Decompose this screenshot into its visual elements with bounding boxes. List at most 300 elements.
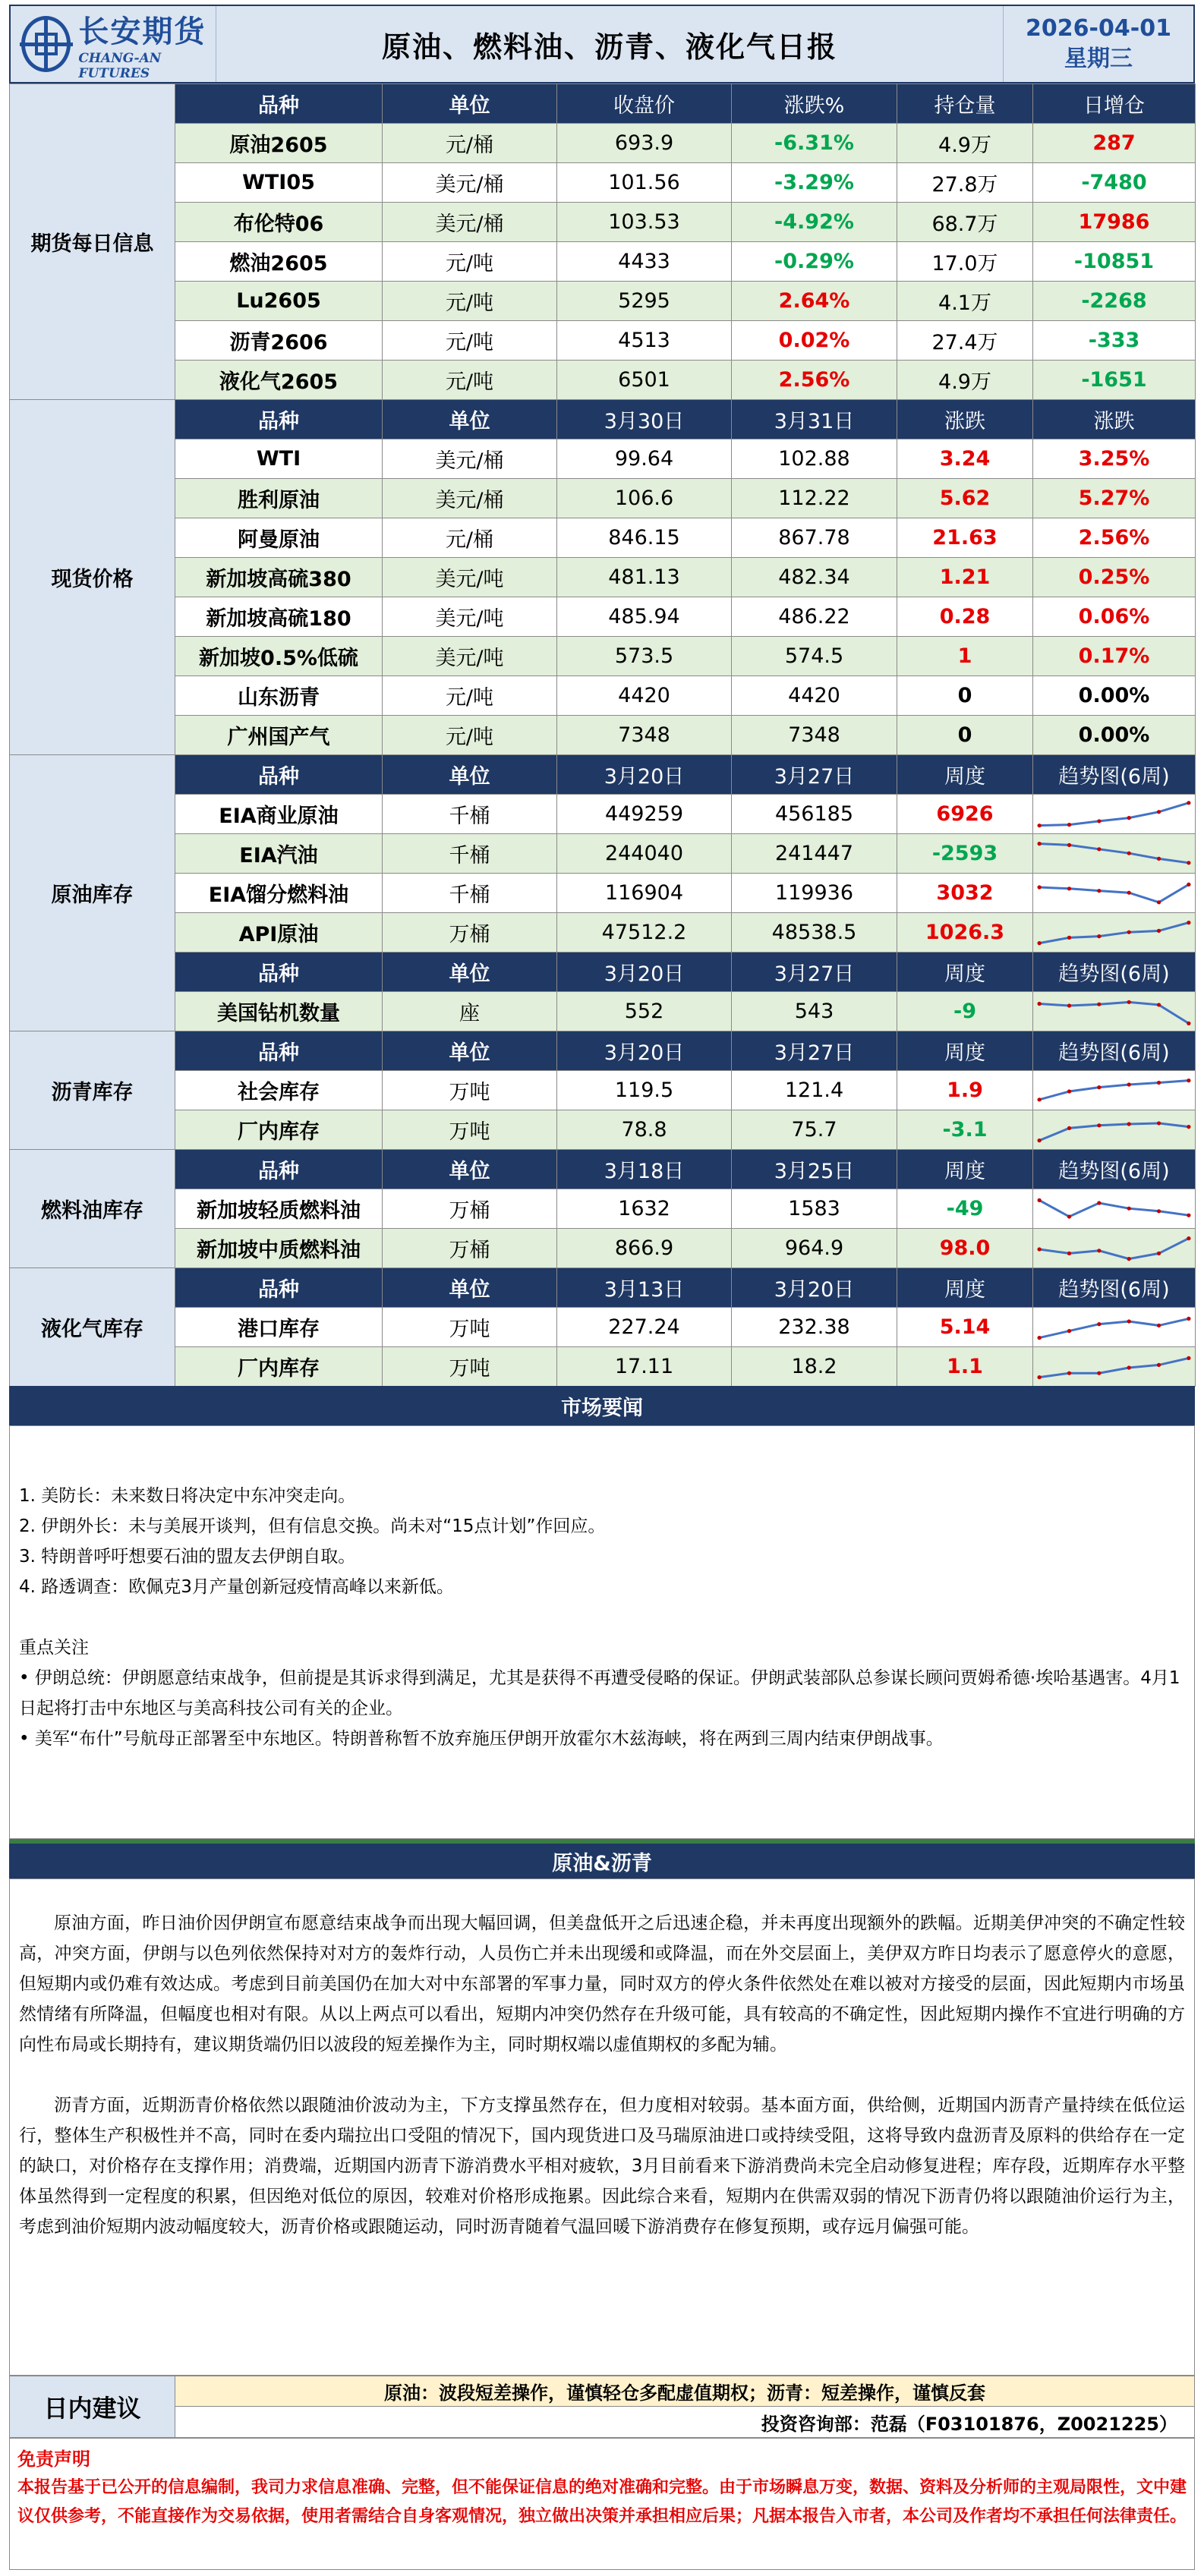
trend-sparkline	[1033, 795, 1195, 833]
trend-line	[1039, 1080, 1189, 1099]
trend-chart	[1033, 834, 1196, 874]
table-row	[10, 1347, 1196, 1387]
trend-line	[1039, 802, 1189, 825]
trend-point	[1097, 1201, 1101, 1205]
oi-change: -2268	[1033, 282, 1196, 321]
table-row	[10, 874, 1196, 913]
table-row	[10, 992, 1196, 1031]
disclaimer-title: 免责声明	[17, 2448, 90, 2470]
price-day2: 486.22	[732, 597, 897, 637]
trend-point	[1067, 935, 1071, 939]
price-day2: 4420	[732, 676, 897, 716]
change-pct: 2.56%	[1033, 518, 1196, 558]
trend-point	[1037, 1198, 1041, 1201]
change: 0	[897, 716, 1033, 755]
trend-point	[1187, 1236, 1190, 1240]
weekly-change: -3.1	[897, 1110, 1033, 1150]
product-name: Lu2605	[175, 282, 383, 321]
trend-point	[1157, 1080, 1161, 1084]
change: 21.63	[897, 518, 1033, 558]
trend-line	[1039, 1002, 1189, 1023]
column-header: 3月20日	[557, 755, 732, 795]
trend-sparkline	[1033, 1190, 1195, 1228]
unit: 万桶	[383, 913, 557, 953]
table-row	[10, 795, 1196, 834]
change: 1.21	[897, 558, 1033, 597]
table-row	[10, 124, 1196, 163]
trend-point	[1037, 824, 1041, 827]
price-day2: 112.22	[732, 479, 897, 518]
unit: 万桶	[383, 1189, 557, 1229]
unit: 美元/桶	[383, 203, 557, 242]
trend-point	[1157, 1003, 1161, 1006]
trend-point	[1037, 1138, 1041, 1142]
column-header: 趋势图(6周)	[1033, 1150, 1196, 1189]
column-header: 3月27日	[732, 755, 897, 795]
unit: 元/吨	[383, 716, 557, 755]
trend-line	[1039, 922, 1189, 943]
report-date: 2026-04-01	[1026, 14, 1171, 42]
product-name: 新加坡轻质燃料油	[175, 1189, 383, 1229]
trend-point	[1157, 900, 1161, 904]
trend-point	[1187, 1125, 1190, 1129]
change-pct: 0.02%	[732, 321, 897, 361]
column-header: 周度	[897, 953, 1033, 992]
product-name: 新加坡高硫180	[175, 597, 383, 637]
weekly-change: -2593	[897, 834, 1033, 874]
column-header: 品种	[175, 400, 383, 439]
trend-point	[1067, 886, 1071, 890]
value-prev: 227.24	[557, 1308, 732, 1347]
table-row	[10, 518, 1196, 558]
value-curr: 1583	[732, 1189, 897, 1229]
change-pct: -6.31%	[732, 124, 897, 163]
trend-point	[1037, 842, 1041, 846]
disclaimer	[9, 2438, 1195, 2570]
oi-change: -10851	[1033, 242, 1196, 282]
column-header: 品种	[175, 84, 383, 124]
table-row	[10, 676, 1196, 716]
price-day2: 867.78	[732, 518, 897, 558]
value-curr: 119936	[732, 874, 897, 913]
product-name: 胜利原油	[175, 479, 383, 518]
unit: 座	[383, 992, 557, 1031]
product-name: 燃油2605	[175, 242, 383, 282]
trend-point	[1157, 810, 1161, 814]
trend-point	[1067, 1251, 1071, 1255]
product-name: 山东沥青	[175, 676, 383, 716]
value-prev: 449259	[557, 795, 732, 834]
unit: 元/吨	[383, 282, 557, 321]
column-header: 周度	[897, 755, 1033, 795]
trend-line	[1039, 1238, 1189, 1258]
open-interest: 4.1万	[897, 282, 1033, 321]
table-row	[10, 637, 1196, 676]
table-row	[10, 321, 1196, 361]
trend-chart	[1033, 1229, 1196, 1268]
price-day2: 574.5	[732, 637, 897, 676]
column-header: 单位	[383, 400, 557, 439]
change-pct: 2.64%	[732, 282, 897, 321]
oi-change: 17986	[1033, 203, 1196, 242]
column-header: 单位	[383, 1031, 557, 1071]
value-prev: 244040	[557, 834, 732, 874]
close-price: 103.53	[557, 203, 732, 242]
news-item: 1. 美防长：未来数日将决定中东冲突走向。	[19, 1486, 356, 1506]
column-header: 涨跌	[897, 400, 1033, 439]
trend-sparkline	[1033, 874, 1195, 912]
value-curr: 75.7	[732, 1110, 897, 1150]
value-curr: 456185	[732, 795, 897, 834]
value-curr: 543	[732, 992, 897, 1031]
trend-point	[1067, 1089, 1071, 1093]
report-title: 原油、燃料油、沥青、液化气日报	[216, 6, 1004, 82]
trend-point	[1067, 1214, 1071, 1218]
value-prev: 116904	[557, 874, 732, 913]
change: 0.28	[897, 597, 1033, 637]
trend-point	[1127, 1122, 1131, 1126]
unit: 元/桶	[383, 518, 557, 558]
trend-line	[1039, 843, 1189, 862]
product-name: 布伦特06	[175, 203, 383, 242]
change: 1	[897, 637, 1033, 676]
trend-point	[1127, 930, 1131, 934]
column-header: 周度	[897, 1031, 1033, 1071]
trend-sparkline	[1033, 1348, 1195, 1386]
trend-chart	[1033, 1110, 1196, 1150]
trend-chart	[1033, 1189, 1196, 1229]
logo-mark-icon	[21, 16, 71, 72]
report-weekday: 星期三	[1064, 46, 1133, 72]
change-pct: 0.25%	[1033, 558, 1196, 597]
trend-point	[1187, 1213, 1190, 1217]
product-name: WTI05	[175, 163, 383, 203]
news-item: 3. 特朗普呼吁想要石油的盟友去伊朗自取。	[19, 1547, 356, 1567]
price-day1: 99.64	[557, 439, 732, 479]
close-price: 6501	[557, 361, 732, 400]
trend-point	[1067, 1371, 1071, 1375]
column-header: 周度	[897, 1150, 1033, 1189]
report-header	[9, 5, 1195, 83]
table-row	[10, 1308, 1196, 1347]
focus-item: • 伊朗总统：伊朗愿意结束战争，但前提是其诉求得到满足，尤其是获得不再遭受侵略的保证。伊朗武装部队总参谋长顾问贾姆希德·埃哈基遇害。4月1日起将打击中东地区与美高科技公司有关的企业。	[19, 1668, 1180, 1718]
value-prev: 866.9	[557, 1229, 732, 1268]
table-row	[10, 1189, 1196, 1229]
product-name: 厂内库存	[175, 1347, 383, 1387]
trend-sparkline	[1033, 1111, 1195, 1149]
trend-point	[1067, 823, 1071, 827]
value-prev: 119.5	[557, 1071, 732, 1110]
unit: 万吨	[383, 1347, 557, 1387]
data-table	[9, 83, 1196, 1387]
weekly-change: 1.1	[897, 1347, 1033, 1387]
trend-point	[1097, 1322, 1101, 1326]
trend-point	[1127, 890, 1131, 894]
trend-point	[1097, 1085, 1101, 1089]
unit: 元/桶	[383, 124, 557, 163]
unit: 美元/桶	[383, 439, 557, 479]
product-name: EIA汽油	[175, 834, 383, 874]
unit: 千桶	[383, 874, 557, 913]
trend-point	[1037, 1247, 1041, 1251]
table-row	[10, 163, 1196, 203]
section-label: 燃料油库存	[10, 1150, 175, 1268]
trend-point	[1157, 1362, 1161, 1366]
weekly-change: 6926	[897, 795, 1033, 834]
close-price: 4433	[557, 242, 732, 282]
trend-point	[1127, 1000, 1131, 1003]
trend-point	[1097, 1123, 1101, 1127]
price-day1: 7348	[557, 716, 732, 755]
focus-item: • 美军“布什”号航母正部署至中东地区。特朗普称暂不放弃施压伊朗开放霍尔木兹海峡，将在两到三周内结束伊朗战事。	[19, 1729, 944, 1749]
value-prev: 552	[557, 992, 732, 1031]
column-header: 趋势图(6周)	[1033, 1031, 1196, 1071]
change-pct: 5.27%	[1033, 479, 1196, 518]
company-logo	[11, 6, 216, 82]
trend-chart	[1033, 1071, 1196, 1110]
trend-point	[1067, 1329, 1071, 1333]
unit: 美元/桶	[383, 163, 557, 203]
unit: 万桶	[383, 1229, 557, 1268]
trend-sparkline	[1033, 1308, 1195, 1346]
product-name: 新加坡0.5%低硫	[175, 637, 383, 676]
product-name: 广州国产气	[175, 716, 383, 755]
table-row	[10, 1071, 1196, 1110]
value-curr: 232.38	[732, 1308, 897, 1347]
trend-point	[1127, 1082, 1131, 1086]
trend-chart	[1033, 874, 1196, 913]
column-header: 品种	[175, 1150, 383, 1189]
close-price: 4513	[557, 321, 732, 361]
price-day1: 4420	[557, 676, 732, 716]
change-pct: 2.56%	[732, 361, 897, 400]
table-row	[10, 242, 1196, 282]
trend-point	[1187, 801, 1190, 805]
product-name: API原油	[175, 913, 383, 953]
column-header: 涨跌%	[732, 84, 897, 124]
table-row	[10, 439, 1196, 479]
news-item: 4. 路透调查：欧佩克3月产量创新冠疫情高峰以来新低。	[19, 1577, 454, 1597]
trend-point	[1157, 1323, 1161, 1327]
trend-chart	[1033, 1347, 1196, 1387]
product-name: 原油2605	[175, 124, 383, 163]
trend-point	[1127, 816, 1131, 820]
table-row	[10, 558, 1196, 597]
trend-point	[1187, 882, 1190, 886]
table-row	[10, 479, 1196, 518]
trend-point	[1097, 889, 1101, 893]
trend-point	[1187, 1079, 1190, 1082]
unit: 万吨	[383, 1308, 557, 1347]
unit: 美元/桶	[383, 479, 557, 518]
disclaimer-text: 本报告基于已公开的信息编制，我司力求信息准确、完整，但不能保证信息的绝对准确和完整。由于市场瞬息万变，数据、资料及分析师的主观局限性，文中建议仅供参考，不能直接作为交易依据，使用者需结合自身客观情况，独立做出决策并承担相应后果；凡据本报告入市者，本公司及作者均不承担任何法律责任。	[17, 2478, 1187, 2526]
oi-change: 287	[1033, 124, 1196, 163]
table-row	[10, 1110, 1196, 1150]
price-day2: 102.88	[732, 439, 897, 479]
trend-point	[1187, 861, 1190, 864]
trend-sparkline	[1033, 914, 1195, 952]
column-header: 日增仓	[1033, 84, 1196, 124]
value-prev: 78.8	[557, 1110, 732, 1150]
trend-line	[1039, 1318, 1189, 1337]
column-header: 涨跌	[1033, 400, 1196, 439]
news-box	[9, 1425, 1195, 1839]
weekly-change: 98.0	[897, 1229, 1033, 1268]
unit: 千桶	[383, 795, 557, 834]
column-header: 单位	[383, 953, 557, 992]
product-name: EIA馏分燃料油	[175, 874, 383, 913]
product-name: 港口库存	[175, 1308, 383, 1347]
value-prev: 47512.2	[557, 913, 732, 953]
column-header: 3月18日	[557, 1150, 732, 1189]
table-row	[10, 361, 1196, 400]
product-name: 沥青2606	[175, 321, 383, 361]
logo-en: CHANG-AN FUTURES	[78, 50, 162, 81]
table-row	[10, 282, 1196, 321]
weekly-change: -9	[897, 992, 1033, 1031]
trend-point	[1157, 1209, 1161, 1213]
column-header: 趋势图(6周)	[1033, 755, 1196, 795]
column-header: 3月27日	[732, 953, 897, 992]
column-header: 单位	[383, 1268, 557, 1308]
section-label: 液化气库存	[10, 1268, 175, 1387]
column-header: 3月30日	[557, 400, 732, 439]
change-pct: -0.29%	[732, 242, 897, 282]
trend-sparkline	[1033, 835, 1195, 873]
trend-line	[1039, 1123, 1189, 1140]
trend-point	[1127, 1257, 1131, 1261]
trend-point	[1097, 1002, 1101, 1006]
unit: 元/吨	[383, 676, 557, 716]
close-price: 5295	[557, 282, 732, 321]
value-curr: 48538.5	[732, 913, 897, 953]
trend-point	[1187, 921, 1190, 924]
unit: 千桶	[383, 834, 557, 874]
weekly-change: 3032	[897, 874, 1033, 913]
trend-point	[1067, 1003, 1071, 1007]
crude-analysis: 原油方面，昨日油价因伊朗宣布愿意结束战争而出现大幅回调，但美盘低开之后迅速企稳，并未再度出现额外的跌幅。近期美伊冲突的不确定性较高，冲突方面，伊朗与以色列依然保持对对方的轰炸行动，人员伤亡并未出现缓和或降温，而在外交层面上，美伊双方昨日均表示了愿意停火的意愿，但短期内或仍难有效达成。考虑到目前美国仍在加大对中东部署的军事力量，同时双方的停火条件依然处在难以被对方接受的层面，因此短期内市场虽然情绪有所降温，但幅度也相对有限。从以上两点可以看出，短期内冲突仍然存在升级可能，具有较高的不确定性，因此短期内操作不宜进行明确的方向性布局或长期持有，建议期货端仍旧以波段的短差操作为主，同时期权端以虚值期权的多配为辅。	[19, 1913, 1185, 2055]
section-label: 沥青库存	[10, 1031, 175, 1150]
trend-point	[1127, 1319, 1131, 1323]
trend-sparkline	[1033, 1230, 1195, 1268]
product-name: 新加坡中质燃料油	[175, 1229, 383, 1268]
trend-point	[1037, 1001, 1041, 1005]
trend-point	[1157, 1121, 1161, 1125]
trend-sparkline	[1033, 993, 1195, 1031]
trend-point	[1127, 1206, 1131, 1210]
unit: 美元/吨	[383, 558, 557, 597]
trend-point	[1127, 1365, 1131, 1369]
intraday-advice	[9, 2376, 1195, 2438]
price-day2: 482.34	[732, 558, 897, 597]
trend-point	[1157, 928, 1161, 932]
price-day1: 481.13	[557, 558, 732, 597]
unit: 万吨	[383, 1110, 557, 1150]
news-title: 市场要闻	[9, 1386, 1195, 1425]
open-interest: 68.7万	[897, 203, 1033, 242]
trend-line	[1039, 1358, 1189, 1377]
analysis-box	[9, 1878, 1195, 2376]
trend-line	[1039, 884, 1189, 902]
trend-chart	[1033, 913, 1196, 953]
column-header: 收盘价	[557, 84, 732, 124]
trend-point	[1067, 1126, 1071, 1129]
oi-change: -333	[1033, 321, 1196, 361]
change-pct: 3.25%	[1033, 439, 1196, 479]
focus-title: 重点关注	[19, 1638, 89, 1658]
trend-sparkline	[1033, 1072, 1195, 1110]
column-header: 3月25日	[732, 1150, 897, 1189]
section-label: 现货价格	[10, 400, 175, 755]
trend-point	[1037, 1375, 1041, 1379]
weekly-change: 1026.3	[897, 913, 1033, 953]
trend-point	[1157, 1251, 1161, 1255]
section-label: 期货每日信息	[10, 84, 175, 400]
price-day1: 485.94	[557, 597, 732, 637]
trend-point	[1097, 819, 1101, 823]
unit: 元/吨	[383, 321, 557, 361]
change-pct: 0.00%	[1033, 676, 1196, 716]
table-row	[10, 1229, 1196, 1268]
open-interest: 17.0万	[897, 242, 1033, 282]
asphalt-analysis: 沥青方面，近期沥青价格依然以跟随油价波动为主，下方支撑虽然存在，但力度相对较弱。基本面方面，供给侧，近期国内沥青产量持续在低位运行，整体生产积极性并不高，同时在委内瑞拉出口受阻的情况下，国内现货进口及马瑞原油进口或持续受阻，这将导致内盘沥青及原料的供给存在一定的缺口，对价格存在支撑作用；消费端，近期国内沥青下游消费水平相对疲软，3月目前看来下游消费尚未完全启动修复进程；库存段，近期库存水平整体虽然得到一定程度的积累，但因绝对低位的原因，较难对价格形成拖累。因此综合来看，短期内在供需双弱的情况下沥青仍将以跟随油价运行为主，考虑到油价短期内波动幅度较大，沥青价格或跟随运动，同时沥青随着气温回暖下游消费存在修复预期，或存远月偏强可能。	[19, 2096, 1185, 2237]
consultant: 投资咨询部：范磊（F03101876，Z0021225）	[175, 2407, 1194, 2437]
weekly-change: 5.14	[897, 1308, 1033, 1347]
product-name: EIA商业原油	[175, 795, 383, 834]
change: 3.24	[897, 439, 1033, 479]
change: 5.62	[897, 479, 1033, 518]
column-header: 3月31日	[732, 400, 897, 439]
trend-point	[1097, 1249, 1101, 1252]
table-row	[10, 716, 1196, 755]
column-header: 3月20日	[732, 1268, 897, 1308]
value-prev: 1632	[557, 1189, 732, 1229]
unit: 元/吨	[383, 242, 557, 282]
trend-chart	[1033, 1308, 1196, 1347]
unit: 美元/吨	[383, 597, 557, 637]
open-interest: 4.9万	[897, 124, 1033, 163]
change-pct: -4.92%	[732, 203, 897, 242]
column-header: 趋势图(6周)	[1033, 1268, 1196, 1308]
column-header: 3月13日	[557, 1268, 732, 1308]
unit: 万吨	[383, 1071, 557, 1110]
weekly-change: 1.9	[897, 1071, 1033, 1110]
open-interest: 27.4万	[897, 321, 1033, 361]
change-pct: -3.29%	[732, 163, 897, 203]
column-header: 品种	[175, 1031, 383, 1071]
trend-point	[1037, 1097, 1041, 1101]
trend-point	[1127, 851, 1131, 855]
trend-point	[1187, 1316, 1190, 1320]
unit: 元/吨	[383, 361, 557, 400]
product-name: 阿曼原油	[175, 518, 383, 558]
column-header: 单位	[383, 1150, 557, 1189]
column-header: 品种	[175, 1268, 383, 1308]
advice-label: 日内建议	[10, 2376, 175, 2437]
price-day2: 7348	[732, 716, 897, 755]
trend-point	[1097, 934, 1101, 938]
trend-point	[1037, 885, 1041, 889]
column-header: 3月20日	[557, 953, 732, 992]
table-row	[10, 203, 1196, 242]
column-header: 3月27日	[732, 1031, 897, 1071]
section-label: 原油库存	[10, 755, 175, 1031]
column-header: 品种	[175, 755, 383, 795]
open-interest: 4.9万	[897, 361, 1033, 400]
value-curr: 241447	[732, 834, 897, 874]
oi-change: -7480	[1033, 163, 1196, 203]
change: 0	[897, 676, 1033, 716]
